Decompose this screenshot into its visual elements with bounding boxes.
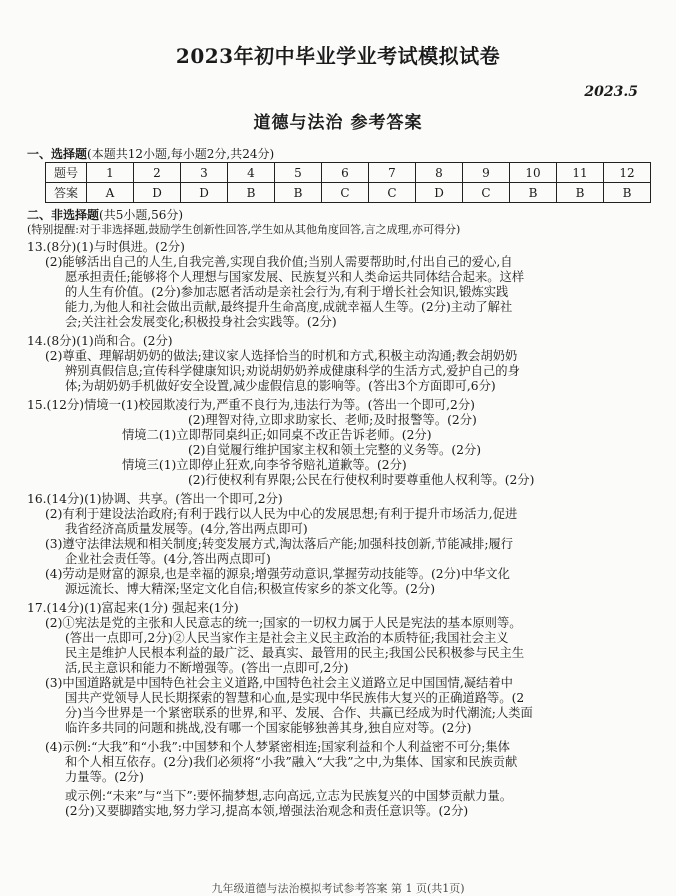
page-footer: 九年级道德与法治模拟考试参考答案 第 1 页(共1页) [211, 882, 465, 895]
section-1-heading [27, 145, 274, 162]
section-2-note: (共5小题,56分) [99, 208, 184, 222]
answer-line: 或示例:“未来”与“当下”:要怀揣梦想,志向高远,立志为民族复兴的中国梦贡献力量。 [65, 789, 513, 803]
answer-line: 我省经济高质量发展等。(4分,答出两点即可) [65, 522, 308, 536]
question-number-cell: 4 [228, 163, 275, 183]
question-number-cell: 5 [275, 163, 322, 183]
answer-line: (2)理智对待,立即求助家长、老师;及时报警等。(2分) [188, 413, 477, 427]
answer-line: (2)自觉履行维护国家主权和领土完整的义务等。(2分) [188, 443, 482, 457]
question-number-cell: 12 [604, 163, 651, 183]
answer-line: 14.(8分)(1)尚和合。(2分) [27, 334, 173, 348]
answer-line: 情境三(1)立即停止狂欢,向李爷爷赔礼道歉等。(2分) [122, 458, 407, 472]
answer-cell: A [87, 183, 134, 203]
question-number-cell: 11 [557, 163, 604, 183]
question-number-cell: 6 [322, 163, 369, 183]
answer-line: 辨别真假信息;宣传科学健康知识;劝说胡奶奶养成健康科学的生活方式,爱护自己的身 [65, 364, 520, 378]
answer-line: 力量等。(2分) [65, 770, 144, 784]
answer-line: 企业社会责任等。(4分,答出两点即可) [65, 552, 271, 566]
section-2-hint: (特别提醒:对于非选择题,鼓励学生创新性回答,学生如从其他角度回答,言之成理,亦可得分) [27, 223, 461, 236]
answer-cell: B [275, 183, 322, 203]
question-number-cell: 10 [510, 163, 557, 183]
answer-row-head: 答案 [46, 183, 87, 203]
answer-cell: D [134, 183, 181, 203]
answer-cell: B [228, 183, 275, 203]
answer-line: (答出一点即可,2分)②人民当家作主是社会主义民主政治的本质特征;我国社会主义 [65, 631, 509, 645]
answer-line: 会;关注社会发展变化;积极投身社会实践等。(2分) [65, 315, 337, 329]
answer-line: 分)当今世界是一个紧密联系的世界,和平、发展、合作、共赢已经成为时代潮流;人类面 [65, 706, 533, 720]
exam-title: 2023年初中毕业学业考试模拟试卷 [175, 44, 501, 68]
answer-cell: B [604, 183, 651, 203]
question-number-cell: 2 [134, 163, 181, 183]
question-number-cell: 3 [181, 163, 228, 183]
section-2-label: 二、非选择题 [27, 208, 100, 222]
answer-line: 的人生有价值。(2分)参加志愿者活动是亲社会行为,有利于增长社会知识,锻炼实践 [65, 285, 509, 299]
answer-line: (2分)又要脚踏实地,努力学习,提高本领,增强法治观念和责任意识等。(2分) [65, 804, 469, 818]
answer-line: 体;为胡奶奶手机做好安全设置,减少虚假信息的影响等。(答出3个方面即可,6分) [65, 379, 496, 393]
answer-cell: B [557, 183, 604, 203]
answer-line: 国共产党领导人民长期探索的智慧和心血,是实现中华民族伟大复兴的正确道路等。(2 [65, 691, 525, 705]
answer-line: 民主是维护人民根本利益的最广泛、最真实、最管用的民主;我国公民积极参与民主生 [65, 646, 525, 660]
number-row-head: 题号 [46, 163, 87, 183]
answer-line: (4)劳动是财富的源泉,也是幸福的源泉;增强劳动意识,掌握劳动技能等。(2分)中华文化 [45, 567, 510, 581]
answer-line: 和个人相互依存。(2分)我们必须将“小我”融入“大我”之中,为集体、国家和民族贡献 [65, 755, 518, 769]
answer-line: 情境二(1)立即帮同桌纠正;如同桌不改正告诉老师。(2分) [122, 428, 432, 442]
question-number-cell: 9 [463, 163, 510, 183]
answer-line: (2)行使权利有界限;公民在行使权利时要尊重他人权利等。(2分) [188, 473, 535, 487]
answer-table [45, 162, 651, 203]
answer-line: (2)有利于建设法治政府;有利于践行以人民为中心的发展思想;有利于提升市场活力,促进 [45, 507, 518, 521]
answer-line: 13.(8分)(1)与时俱进。(2分) [27, 240, 185, 254]
answer-line: (3)中国道路就是中国特色社会主义道路,中国特色社会主义道路立足中国国情,凝结着中 [45, 676, 513, 690]
answer-line: 16.(14分)(1)协调、共享。(答出一个即可,2分) [27, 492, 283, 506]
section-1-note: (本题共12小题,每小题2分,共24分) [87, 147, 275, 161]
answer-cell: D [416, 183, 463, 203]
answer-line: 愿承担责任;能够将个人理想与国家发展、民族复兴和人类命运共同体结合起来。这样 [65, 270, 525, 284]
question-number-cell: 7 [369, 163, 416, 183]
answer-line: (2)能够活出自己的人生,自我完善,实现自我价值;当别人需要帮助时,付出自己的爱心,自 [45, 255, 513, 269]
exam-date: 2023.5 [584, 84, 638, 100]
answer-table-answer-row [46, 183, 651, 203]
answer-cell: C [322, 183, 369, 203]
answer-line: 活,民主意识和能力不断增强等。(答出一点即可,2分) [65, 661, 349, 675]
answer-key-subtitle: 道德与法治 参考答案 [253, 113, 423, 133]
answer-line: 源远流长、博大精深;坚定文化自信;积极宣传家乡的茶文化等。(2分) [65, 582, 436, 596]
answer-line: (2)①宪法是党的主张和人民意志的统一;国家的一切权力属于人民是宪法的基本原则等。 [45, 616, 522, 630]
answer-line: 能力,为他人和社会做出贡献,最终提升生命高度,成就幸福人生等。(2分)主动了解社 [65, 300, 513, 314]
answer-cell: B [510, 183, 557, 203]
answer-line: (3)遵守法律法规和相关制度;转变发展方式,淘汰落后产能;加强科技创新,节能减排;履行 [45, 537, 514, 551]
answer-cell: D [181, 183, 228, 203]
answer-table-number-row [46, 163, 651, 183]
answer-line: 17.(14分)(1)富起来(1分) 强起来(1分) [27, 601, 239, 615]
section-1-label: 一、选择题 [27, 147, 88, 161]
answer-line: (2)尊重、理解胡奶奶的做法;建议家人选择恰当的时机和方式,积极主动沟通;教会胡奶奶 [45, 349, 518, 363]
answer-line: 15.(12分)情境一(1)校园欺凌行为,严重不良行为,违法行为等。(答出一个即可,2分) [27, 398, 475, 412]
question-number-cell: 1 [87, 163, 134, 183]
question-number-cell: 8 [416, 163, 463, 183]
answer-line: 临许多共同的问题和挑战,没有哪一个国家能够独善其身,独自应对等。(2分) [65, 721, 472, 735]
answer-line: (4)示例:“大我”和“小我”:中国梦和个人梦紧密相连;国家利益和个人利益密不可分;集体 [45, 740, 510, 754]
answer-cell: C [369, 183, 416, 203]
answer-cell: C [463, 183, 510, 203]
